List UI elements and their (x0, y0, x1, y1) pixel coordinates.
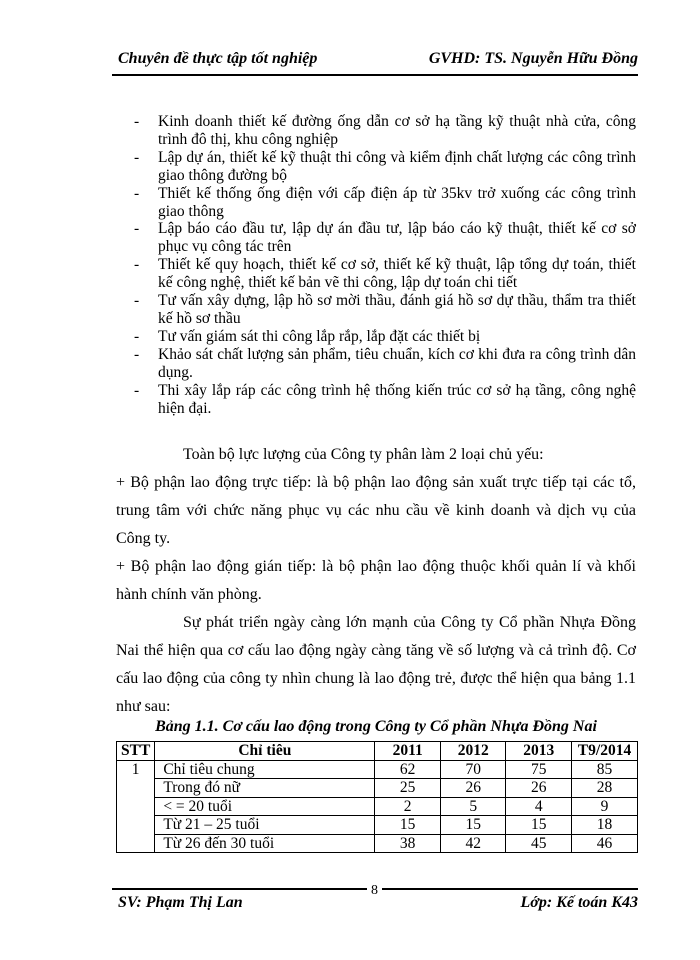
list-item: - Thiết kế quy hoạch, thiết kế cơ sở, thiết kế kỹ thuật, lập tổng dự toán, thiết kế công nghệ, thiết kế bản vẽ thi công, lập dự toán chi tiết (134, 256, 636, 292)
indicator-cell: < = 20 tuổi (155, 797, 375, 816)
footer-student: SV: Phạm Thị Lan (118, 894, 243, 911)
page-number: 8 (367, 883, 382, 899)
value-cell: 9 (572, 797, 638, 816)
list-item: - Tư vấn xây dựng, lập hồ sơ mời thầu, đánh giá hồ sơ dự thầu, thẩm tra thiết kế hồ sơ thầu (134, 292, 636, 327)
value-cell: 26 (440, 779, 506, 798)
paragraph-indirect-labor: + Bộ phận lao động gián tiếp: là bộ phận lao động thuộc khối quản lí và khối hành chính văn phòng. (116, 558, 636, 603)
labor-structure-table (116, 741, 638, 853)
list-item: - Tư vấn giám sát thi công lắp rắp, lắp đặt các thiết bị (134, 327, 481, 345)
value-cell: 45 (506, 834, 572, 853)
paragraph-direct-labor: + Bộ phận lao động trực tiếp: là bộ phận lao động sản xuất trực tiếp tại các tổ, trung tâm với chức năng phục vụ các nhu cầu về kinh doanh và dịch vụ của Công ty. (116, 474, 636, 547)
footer-class: Lớp: Kế toán K43 (520, 894, 638, 911)
header-2012: 2012 (440, 742, 506, 761)
page-footer (112, 883, 638, 914)
value-cell: 62 (375, 760, 441, 779)
value-cell: 38 (375, 834, 441, 853)
list-item: - Lập báo cáo đầu tư, lập dự án đầu tư, lập báo cáo kỹ thuật, thiết kế cơ sở phục vụ công tác trên (134, 220, 636, 256)
indicator-cell: Từ 26 đến 30 tuổi (155, 834, 375, 853)
value-cell: 15 (506, 816, 572, 835)
header-2011: 2011 (375, 742, 441, 761)
paragraph-growth: Sự phát triển ngày càng lớn mạnh của Công ty Cổ phần Nhựa Đồng Nai thể hiện qua cơ cấu lao động ngày càng tăng về số lượng và cả trình độ. Cơ cấu lao động của công ty nhìn chung là lao động trẻ, được thể hiện qua bảng 1.1 như sau: (116, 614, 636, 715)
value-cell: 28 (572, 779, 638, 798)
value-cell: 5 (440, 797, 506, 816)
paragraph-workforce-intro: Toàn bộ lực lượng của Công ty phân làm 2 loại chủ yếu: (183, 446, 544, 463)
value-cell: 26 (506, 779, 572, 798)
header-t9-2014: T9/2014 (572, 742, 638, 761)
page-header (112, 50, 638, 76)
value-cell: 15 (440, 816, 506, 835)
value-cell: 85 (572, 760, 638, 779)
bullet-list (130, 113, 636, 417)
table-row (117, 797, 638, 816)
value-cell: 70 (440, 760, 506, 779)
value-cell: 42 (440, 834, 506, 853)
list-item: - Lập dự án, thiết kế kỹ thuật thi công và kiểm định chất lượng các công trình giao thông đường bộ (134, 148, 636, 184)
table-header-row (117, 742, 638, 761)
indicator-cell: Trong đó nữ (155, 779, 375, 798)
table-caption: Bảng 1.1. Cơ cấu lao động trong Công ty Cổ phần Nhựa Đồng Nai (155, 718, 597, 735)
value-cell: 25 (375, 779, 441, 798)
value-cell: 15 (375, 816, 441, 835)
value-cell: 46 (572, 834, 638, 853)
value-cell: 18 (572, 816, 638, 835)
header-indicator: Chỉ tiêu (155, 742, 375, 761)
header-2013: 2013 (506, 742, 572, 761)
header-stt: STT (117, 742, 155, 761)
header-advisor: GVHD: TS. Nguyễn Hữu Đồng (428, 50, 638, 67)
table-row (117, 834, 638, 853)
list-item: - Thi xây lắp ráp các công trình hệ thống kiến trúc cơ sở hạ tầng, công nghệ hiện đại. (134, 381, 636, 417)
table-row (117, 760, 638, 779)
value-cell: 2 (375, 797, 441, 816)
indicator-cell: Từ 21 – 25 tuổi (155, 816, 375, 835)
table-row (117, 816, 638, 835)
indicator-cell: Chỉ tiêu chung (155, 760, 375, 779)
list-item: - Thiết kế thống ống điện với cấp điện áp từ 35kv trở xuống các công trình giao thông (134, 184, 636, 220)
stt-cell: 1 (117, 760, 155, 853)
list-item: - Kinh doanh thiết kế đường ống dẫn cơ sở hạ tầng kỹ thuật nhà cửa, công trình đô thị, khu công nghiệp (134, 113, 636, 148)
header-title: Chuyên đề thực tập tốt nghiệp (118, 50, 318, 67)
value-cell: 4 (506, 797, 572, 816)
value-cell: 75 (506, 760, 572, 779)
table-row (117, 779, 638, 798)
list-item: - Khảo sát chất lượng sản phẩm, tiêu chuẩn, kích cơ khi đưa ra công trình dân dụng. (134, 345, 636, 381)
